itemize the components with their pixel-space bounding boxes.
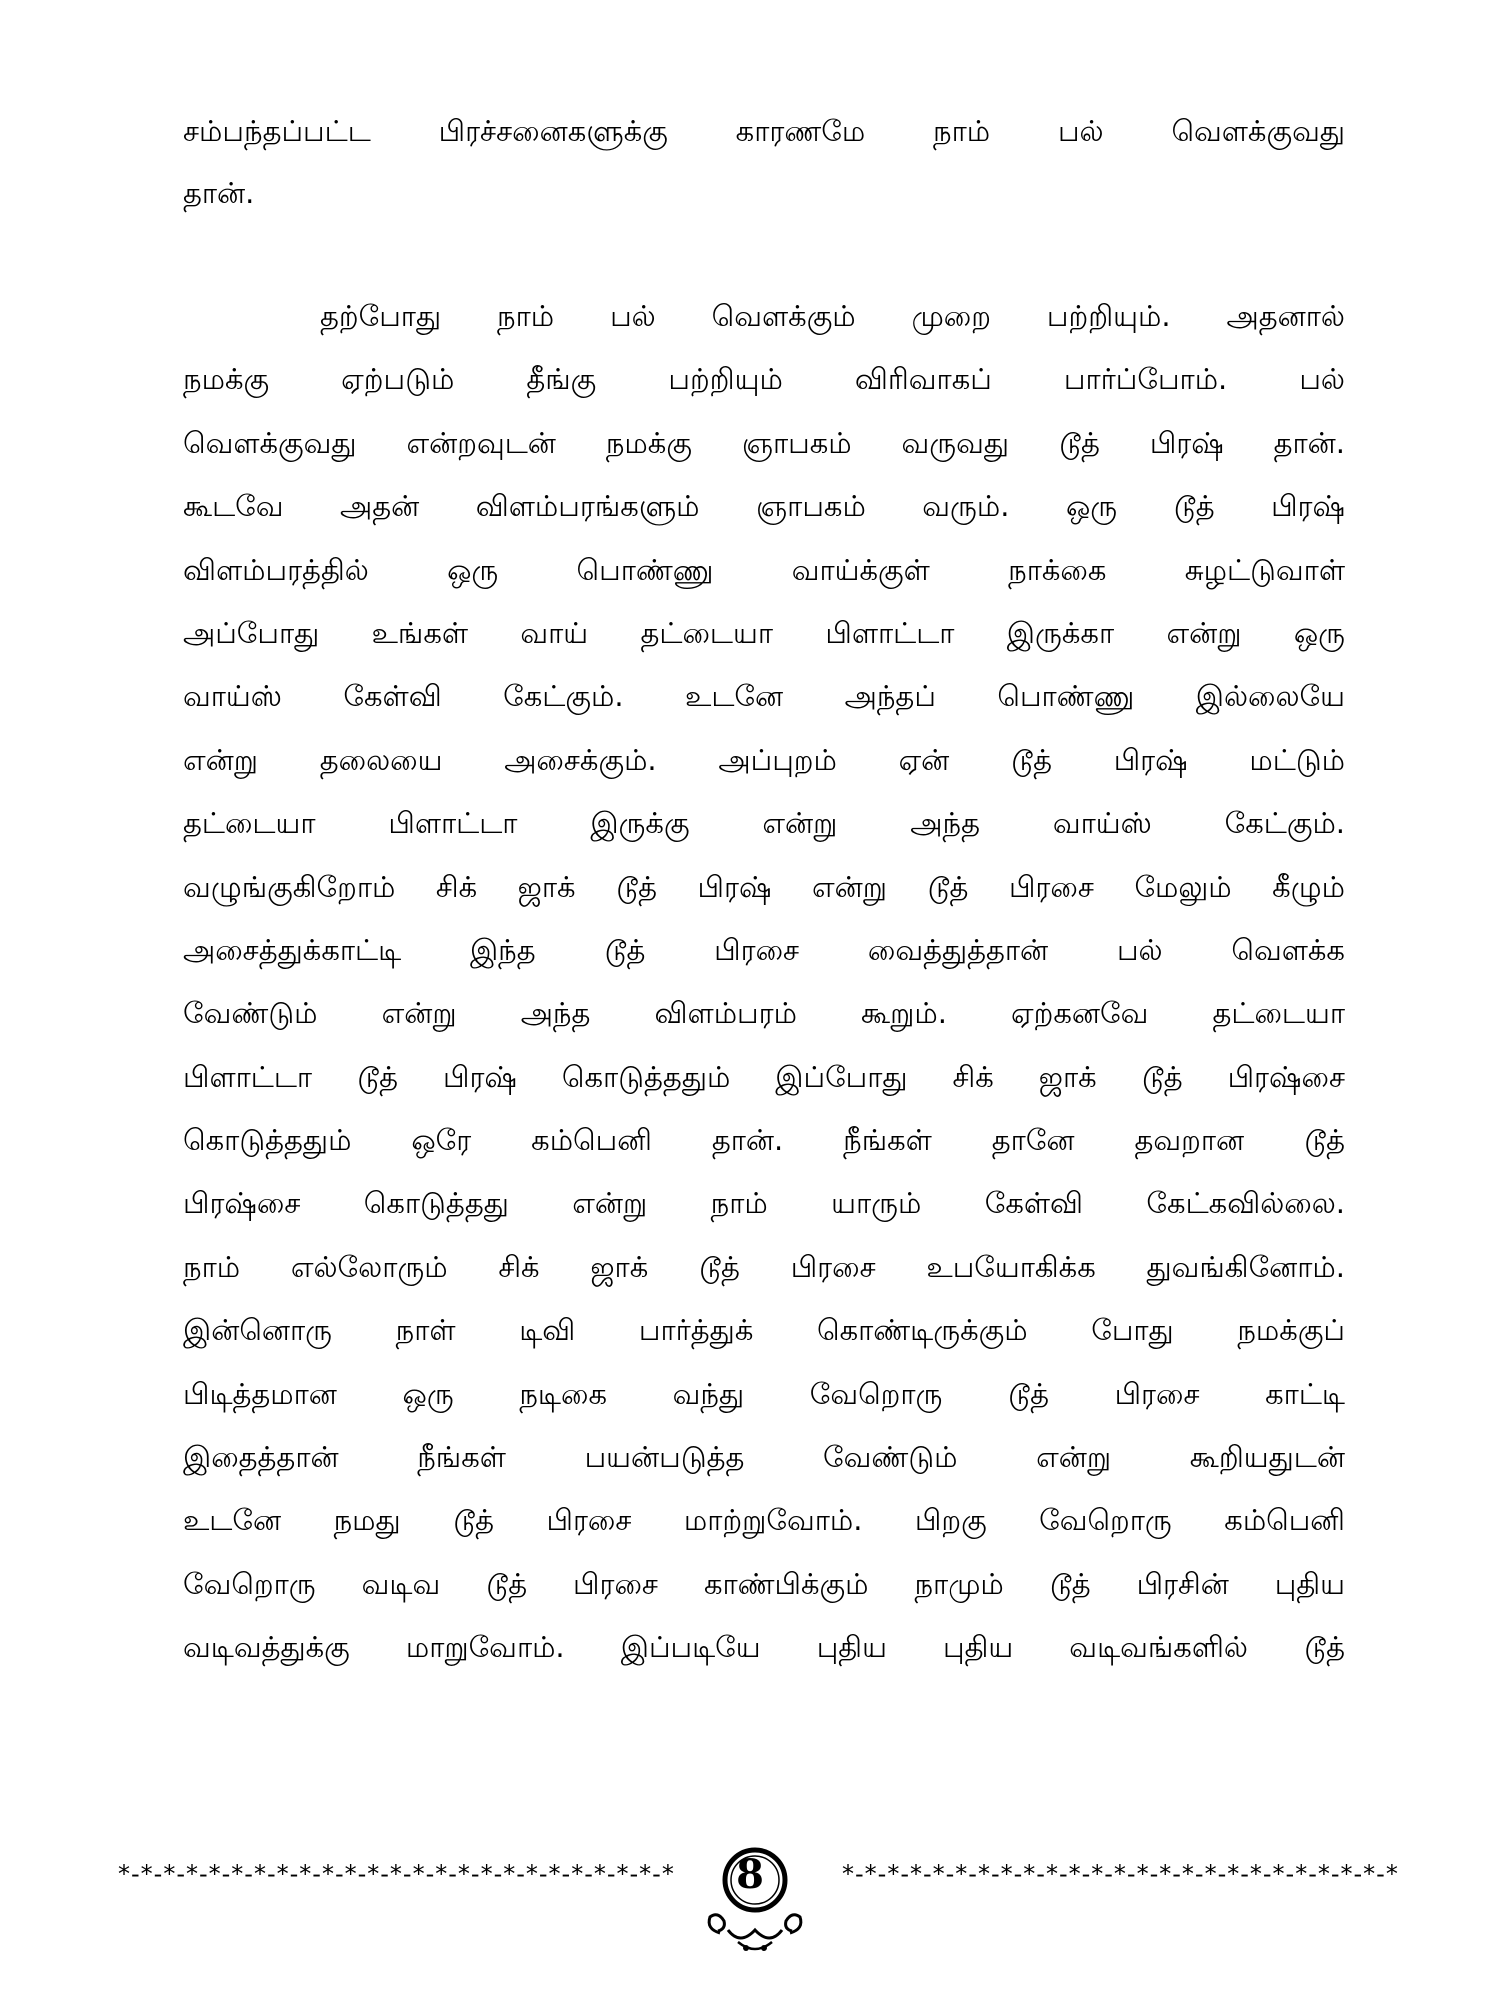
text-line: உடனே நமது டூத் பிரசை மாற்றுவோம். பிறகு வேறொரு கம்பெனி xyxy=(183,1503,1345,1538)
text-line: நாம் எல்லோரும் சிக் ஜாக் டூத் பிரசை உபயோகிக்க துவங்கினோம். xyxy=(183,1249,1345,1284)
text-line: விளம்பரத்தில் ஒரு பொண்ணு வாய்க்குள் நாக்கை சுழட்டுவாள் xyxy=(183,552,1345,587)
text-line: இதைத்தான் நீங்கள் பயன்படுத்த வேண்டும் என்று கூறியதுடன் xyxy=(183,1440,1345,1475)
right-star-ornament: *-*-*-*-*-*-*-*-*-*-*-*-*-*-*-*-*-*-*-*-*-*-*-*-* xyxy=(842,1860,1399,1888)
text-line: கொடுத்ததும் ஒரே கம்பெனி தான். நீங்கள் தானே தவறான டூத் xyxy=(183,1123,1345,1158)
text-line: வேண்டும் என்று அந்த விளம்பரம் கூறும். ஏற்கனவே தட்டையா xyxy=(183,996,1345,1031)
text-line: வழுங்குகிறோம் சிக் ஜாக் டூத் பிரஷ் என்று டூத் பிரசை மேலும் கீழும் xyxy=(183,869,1345,904)
page-footer xyxy=(0,1838,1500,1978)
text-line: அசைத்துக்காட்டி இந்த டூத் பிரசை வைத்துத்தான் பல் வெளக்க xyxy=(183,932,1345,967)
text-line: கூடவே அதன் விளம்பரங்களும் ஞாபகம் வரும். ஒரு டூத் பிரஷ் xyxy=(183,489,1345,524)
text-line: தட்டையா பிளாட்டா இருக்கு என்று அந்த வாய்ஸ் கேட்கும். xyxy=(183,806,1345,841)
text-line: வேறொரு வடிவ டூத் பிரசை காண்பிக்கும் நாமும் டூத் பிரசின் புதிய xyxy=(183,1566,1345,1601)
text-line: பிடித்தமான ஒரு நடிகை வந்து வேறொரு டூத் பிரசை காட்டி xyxy=(183,1376,1345,1411)
text-line: தான். xyxy=(183,176,255,210)
text-line: நமக்கு ஏற்படும் தீங்கு பற்றியும் விரிவாகப் பார்ப்போம். பல் xyxy=(183,362,1345,397)
text-line: வெளக்குவது என்றவுடன் நமக்கு ஞாபகம் வருவது டூத் பிரஷ் தான். xyxy=(183,425,1345,460)
paragraph-1 xyxy=(183,100,1345,224)
left-star-ornament: *-*-*-*-*-*-*-*-*-*-*-*-*-*-*-*-*-*-*-*-*-*-*-*-* xyxy=(118,1860,675,1888)
text-line: என்று தலையை அசைக்கும். அப்புறம் ஏன் டூத் பிரஷ் மட்டும் xyxy=(183,742,1345,777)
text-line: பிளாட்டா டூத் பிரஷ் கொடுத்ததும் இப்போது சிக் ஜாக் டூத் பிரஷ்சை xyxy=(183,1059,1345,1094)
paragraph-2 xyxy=(183,285,1345,1680)
text-line: இன்னொரு நாள் டிவி பார்த்துக் கொண்டிருக்கும் போது நமக்குப் xyxy=(183,1313,1345,1348)
text-line: அப்போது உங்கள் வாய் தட்டையா பிளாட்டா இருக்கா என்று ஒரு xyxy=(183,615,1345,650)
text-line: சம்பந்தப்பட்ட பிரச்சனைகளுக்கு காரணமே நாம் பல் வெளக்குவது xyxy=(183,114,1345,148)
page-number: 8 xyxy=(736,1851,764,1898)
text-line: வடிவத்துக்கு மாறுவோம். இப்படியே புதிய புதிய வடிவங்களில் டூத் xyxy=(183,1630,1345,1665)
text-line: பிரஷ்சை கொடுத்தது என்று நாம் யாரும் கேள்வி கேட்கவில்லை. xyxy=(183,1186,1345,1221)
text-line: தற்போது நாம் பல் வெளக்கும் முறை பற்றியும். அதனால் xyxy=(320,299,1345,333)
text-line: வாய்ஸ் கேள்வி கேட்கும். உடனே அந்தப் பொண்ணு இல்லையே xyxy=(183,679,1345,714)
